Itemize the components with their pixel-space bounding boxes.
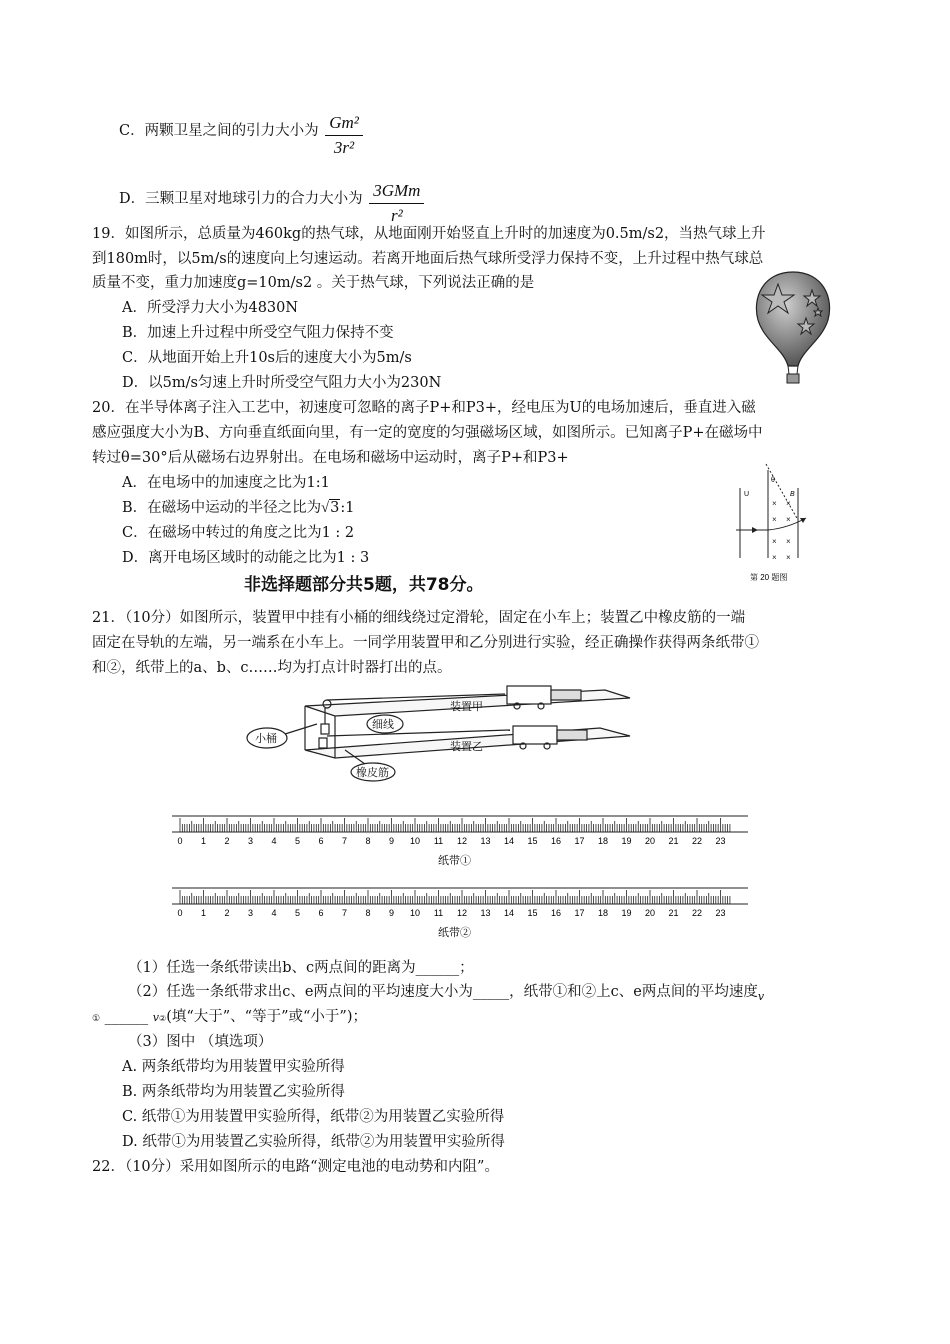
q18-c-fraction: $\frac{\text{Gm²}}{\text{3r²}}$: [325, 113, 363, 158]
q20-option-c: C．在磁场中转过的角度之比为1 : 2: [122, 525, 355, 541]
ruler-tick-label: 10: [409, 836, 421, 846]
q19-line-3: 质量不变，重力加速度g=10m/s2 。关于热气球，下列说法正确的是: [92, 275, 535, 291]
ruler-tick-label: 10: [409, 908, 421, 918]
q18-option-d: D．三颗卫星对地球引力的合力大小为 $\frac{\text{3GMm}}{\text{r²}}$: [119, 181, 424, 226]
label-device-a: 装置甲: [450, 701, 483, 713]
q19-option-c: C．从地面开始上升10s后的速度大小为5m/s: [122, 350, 412, 366]
q20-line-3: 转过θ=30°后从磁场右边界射出。在电场和磁场中运动时，离子P+和P3+: [92, 450, 569, 466]
label-device-b: 装置乙: [450, 741, 483, 753]
ruler-tick-label: 20: [644, 908, 656, 918]
q22-line-1: 22．（10分）采用如图所示的电路“测定电池的电动势和内阻”。: [92, 1159, 499, 1175]
ruler-tick-label: 18: [597, 836, 609, 846]
q21-option-d: D. 纸带①为用装置乙实验所得，纸带②为用装置甲实验所得: [122, 1134, 505, 1150]
ruler-tick-label: 8: [365, 836, 371, 846]
ruler-tick-label: 5: [294, 836, 301, 846]
q20-option-b: B．在磁场中运动的半径之比为√3:1: [122, 500, 355, 516]
q21-line-1: 21．（10分）如图所示，装置甲中挂有小桶的细线绕过定滑轮，固定在小车上；装置乙中橡皮筋的一端: [92, 610, 746, 626]
svg-text:×: ×: [786, 553, 791, 562]
section-heading: 非选择题部分共5题，共78分。: [244, 575, 484, 595]
q21-line-2: 固定在导轨的左端，另一端系在小车上。一同学用装置甲和乙分别进行实验，经正确操作获得两条纸带①: [92, 635, 759, 651]
tape-2-tick-labels: [177, 908, 725, 918]
ruler-tick-label: 7: [341, 836, 348, 846]
ruler-tick-label: 23: [715, 836, 726, 846]
svg-text:×: ×: [772, 515, 777, 524]
ruler-tick-label: 7: [341, 908, 348, 918]
ruler-tick-label: 9: [388, 908, 395, 918]
ruler-tick-label: 13: [480, 836, 491, 846]
ruler-tick-label: 16: [550, 836, 562, 846]
ruler-tick-label: 3: [247, 908, 254, 918]
ruler-tick-label: 11: [433, 836, 444, 846]
q20-figure-caption: 第 20 题图: [750, 573, 788, 582]
hot-air-balloon-figure: [748, 268, 838, 388]
q20-option-d: D．离开电场区域时的动能之比为1 : 3: [122, 550, 370, 566]
tape-1-ticks: [172, 816, 748, 832]
ruler-tick-label: 12: [456, 836, 468, 846]
ruler-tick-label: 11: [433, 908, 444, 918]
ruler-tick-label: 3: [247, 836, 254, 846]
label-bucket: 小桶: [255, 733, 277, 745]
svg-text:×: ×: [786, 515, 791, 524]
ruler-tick-label: 1: [200, 836, 207, 846]
tape-2-ruler: [168, 876, 758, 942]
ruler-tick-label: 15: [527, 908, 538, 918]
ruler-tick-label: 9: [388, 836, 395, 846]
q21-line-3: 和②，纸带上的a、b、c……均为打点计时器打出的点。: [92, 660, 452, 676]
ruler-tick-label: 19: [621, 836, 632, 846]
ruler-tick-label: 14: [503, 836, 515, 846]
q18-d-fraction: $\frac{\text{3GMm}}{\text{r²}}$: [369, 181, 424, 226]
ruler-tick-label: 6: [318, 836, 324, 846]
q21-sub-2a: （2）任选一条纸带求出c、e两点间的平均速度大小为_____，纸带①和②上c、e两点间的平均速度$_v$: [128, 984, 765, 1003]
q19-option-b: B．加速上升过程中所受空气阻力保持不变: [122, 325, 394, 341]
ruler-tick-label: 22: [691, 836, 703, 846]
q21-sub-2b: ① ______ v②(填“大于”、“等于”或“小于”)；: [92, 1009, 367, 1025]
svg-text:×: ×: [786, 537, 791, 546]
tape-1-ruler: [168, 804, 758, 870]
ruler-tick-label: 15: [527, 836, 538, 846]
svg-text:×: ×: [786, 499, 791, 508]
ruler-tick-label: 2: [224, 908, 230, 918]
tape-2-label: 纸带②: [438, 927, 471, 939]
ruler-tick-label: 0: [177, 836, 183, 846]
ruler-tick-label: 2: [224, 836, 230, 846]
ruler-tick-label: 17: [574, 908, 585, 918]
q19-line-1: 19．如图所示，总质量为460kg的热气球，从地面刚开始竖直上升时的加速度为0.5m/s2，当热气球上升: [92, 226, 766, 242]
q20-line-1: 20．在半导体离子注入工艺中，初速度可忽略的离子P+和P3+，经电压为U的电场加速后，垂直进入磁: [92, 400, 756, 416]
ruler-tick-label: 0: [177, 908, 183, 918]
q20-field-figure: [732, 460, 824, 584]
ruler-tick-label: 16: [550, 908, 562, 918]
label-string: 细线: [372, 719, 394, 731]
ruler-tick-label: 19: [621, 908, 632, 918]
ruler-tick-label: 1: [200, 908, 207, 918]
tape-1-tick-labels: [177, 836, 725, 846]
svg-text:×: ×: [772, 537, 777, 546]
q19-line-2: 到180m时，以5m/s的速度向上匀速运动。若离开地面后热气球所受浮力保持不变，上升过程中热气球总: [92, 251, 764, 267]
svg-text:×: ×: [772, 553, 777, 562]
q20-label-b: B: [790, 491, 795, 498]
q20-label-u: U: [744, 491, 750, 498]
ruler-tick-label: 14: [503, 908, 515, 918]
ruler-tick-label: 5: [294, 908, 301, 918]
ruler-tick-label: 21: [668, 836, 679, 846]
ruler-tick-label: 4: [271, 908, 277, 918]
q19-option-d: D．以5m/s匀速上升时所受空气阻力大小为230N: [122, 375, 442, 391]
tape-2-ticks: [172, 888, 748, 904]
ruler-tick-label: 20: [644, 836, 656, 846]
ruler-tick-label: 12: [456, 908, 468, 918]
q21-option-c: C. 纸带①为用装置甲实验所得，纸带②为用装置乙实验所得: [122, 1109, 505, 1125]
q21-sub-1: （1）任选一条纸带读出b、c两点间的距离为______；: [128, 960, 474, 976]
q21-apparatus-figure: [245, 680, 640, 786]
ruler-tick-label: 22: [691, 908, 703, 918]
ruler-tick-label: 8: [365, 908, 371, 918]
ruler-tick-label: 13: [480, 908, 491, 918]
q20-option-a: A．在电场中的加速度之比为1:1: [122, 475, 330, 491]
q21-sub-3: （3）图中 （填选项）: [128, 1034, 273, 1050]
q18-option-c: C．两颗卫星之间的引力大小为 $\frac{\text{Gm²}}{\text{3r²}}$: [119, 113, 363, 158]
q19-option-a: A．所受浮力大小为4830N: [122, 300, 299, 316]
ruler-tick-label: 4: [271, 836, 277, 846]
ruler-tick-label: 17: [574, 836, 585, 846]
ruler-tick-label: 21: [668, 908, 679, 918]
ruler-tick-label: 23: [715, 908, 726, 918]
q20-label-theta: θ: [771, 477, 775, 484]
q21-option-a: A. 两条纸带均为用装置甲实验所得: [122, 1059, 345, 1075]
tape-1-label: 纸带①: [438, 855, 471, 867]
q20-line-2: 感应强度大小为B、方向垂直纸面向里，有一定的宽度的匀强磁场区域，如图所示。已知离子P+在磁场中: [92, 425, 763, 441]
ruler-tick-label: 18: [597, 908, 609, 918]
ruler-tick-label: 6: [318, 908, 324, 918]
label-rubber: 橡皮筋: [356, 767, 389, 779]
q21-option-b: B. 两条纸带均为用装置乙实验所得: [122, 1084, 345, 1100]
svg-text:×: ×: [772, 499, 777, 508]
